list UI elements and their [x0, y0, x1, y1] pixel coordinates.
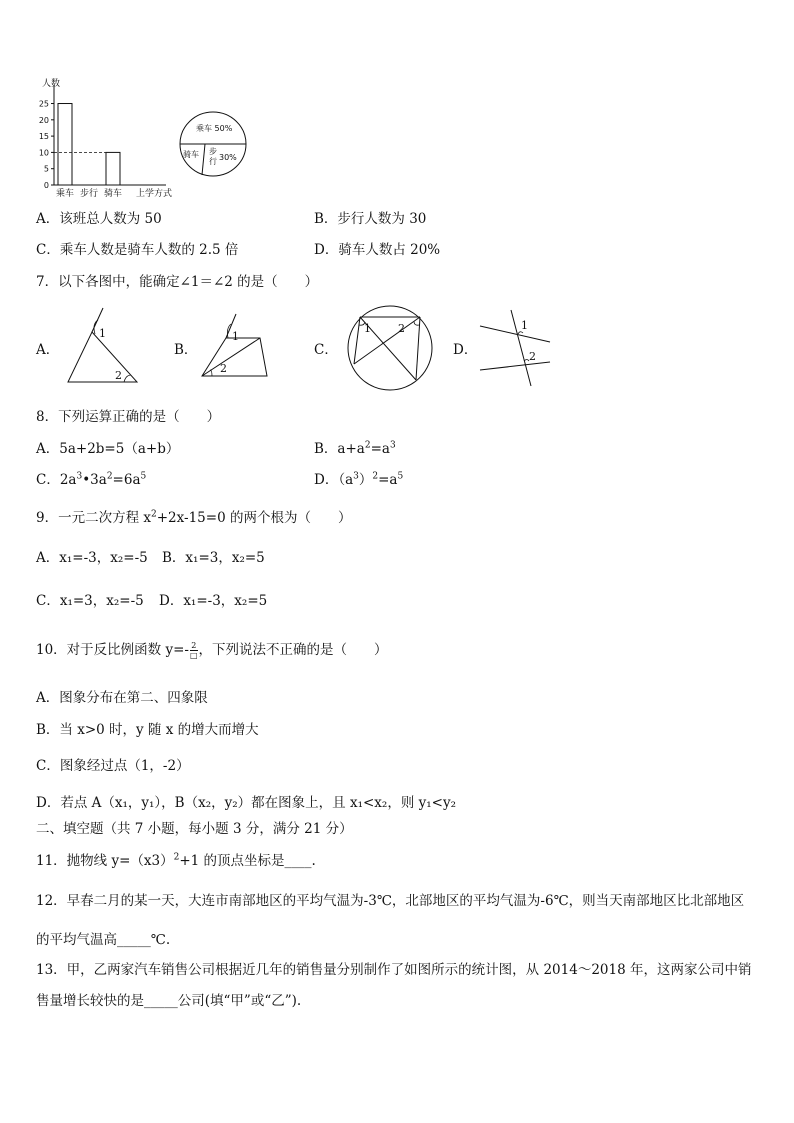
- q7-label-b: B．: [174, 342, 198, 358]
- q8-option-d: D．$(a^3)^2=a^5$: [314, 471, 404, 488]
- svg-text:2: 2: [529, 350, 536, 363]
- q7-label-d: D．: [453, 342, 478, 358]
- section-heading: 二、填空题（共 7 小题，每小题 3 分，满分 21 分）: [36, 821, 353, 837]
- y-tick-label: 10: [38, 148, 49, 158]
- pie-label-walk-pct: 30%: [219, 153, 237, 162]
- q7-figure-a: [62, 302, 142, 388]
- y-tick-label: 5: [43, 164, 49, 174]
- q7-label-c: C．: [314, 342, 338, 358]
- q8-option-b: B．$a+a^2=a^3$: [314, 440, 396, 457]
- q7-stem: 7．以下各图中，能确定∠1＝∠2 的是（ ）: [36, 274, 319, 290]
- svg-text:2: 2: [220, 362, 227, 375]
- q9-option-d: D．x₁=-3，x₂=5: [159, 593, 268, 609]
- y-tick-label: 0: [43, 181, 49, 190]
- q13-line-1: 13．甲，乙两家汽车销售公司根据近几年的销售量分别制作了如图所示的统计图，从 2014～2018 年，这两家公司中销: [36, 962, 752, 978]
- y-tick-label: 20: [38, 115, 49, 125]
- q7-figure-d: [476, 306, 556, 392]
- q6-option-c: C．乘车人数是骑车人数的 2.5 倍: [36, 242, 239, 258]
- q13-line-2: 售量增长较快的是_____公司(填“甲”或“乙”).: [36, 993, 302, 1009]
- svg-text:1: 1: [364, 322, 371, 335]
- x-axis-label: 上学方式: [136, 189, 173, 199]
- pie-chart: [178, 110, 250, 178]
- q8-stem: 8．下列运算正确的是（ ）: [36, 409, 221, 425]
- q12-line-2: 的平均气温高_____℃.: [36, 932, 171, 948]
- q6-option-d: D．骑车人数占 20%: [314, 242, 441, 258]
- pie-label-ride: 乘车 50%: [196, 124, 233, 133]
- x-tick-label: 骑车: [103, 189, 123, 199]
- svg-text:1: 1: [521, 319, 528, 332]
- q7-label-a: A．: [36, 342, 60, 358]
- q7-figure-b: [198, 310, 273, 380]
- q10-stem: 10．对于反比例函数 y=- $\frac{2}{□}$ ，下列说法不正确的是（ ）: [36, 641, 388, 660]
- svg-text:1: 1: [99, 327, 106, 340]
- q6-option-b: B．步行人数为 30: [314, 211, 427, 227]
- q9-option-c: C．x₁=3，x₂=-5: [36, 593, 144, 609]
- y-axis-label: 人数: [42, 79, 61, 89]
- q10-option-b: B．当 x>0 时，y 随 x 的增大而增大: [36, 722, 259, 738]
- bar-chart: [28, 72, 173, 202]
- x-tick-label: 步行: [79, 189, 99, 199]
- q12-line-1: 12．早春二月的某一天，大连市南部地区的平均气温为-3℃，北部地区的平均气温为-6℃，则当天南部地区比北部地区: [36, 893, 745, 909]
- q11-stem: 11．抛物线 $y=(x3)^2+1$ 的顶点坐标是____.: [36, 852, 316, 869]
- svg-text:1: 1: [232, 330, 239, 343]
- y-tick-label: 25: [38, 99, 49, 109]
- svg-text:2: 2: [115, 369, 122, 382]
- q9-option-b: B．x₁=3，x₂=5: [162, 550, 265, 566]
- pie-label-walk-1: 步: [209, 147, 217, 156]
- fraction: $\frac{2}{□}$: [189, 641, 198, 660]
- q10-option-a: A．图象分布在第二、四象限: [36, 690, 208, 706]
- bar: [58, 104, 72, 185]
- x-tick-label: 乘车: [55, 189, 75, 199]
- q6-option-a: A．该班总人数为 50: [36, 211, 162, 227]
- q8-option-a: A．5a+2b=5（a+b）: [36, 441, 180, 457]
- q10-option-d: D．若点 A（x₁，y₁），B（x₂，y₂）都在图象上，且 x₁<x₂，则 y₁<y₂: [36, 795, 456, 811]
- q9-stem: 9．一元二次方程 $x^2+2x-15=0$ 的两个根为（ ）: [36, 509, 352, 526]
- pie-label-bike: 骑车: [183, 150, 199, 159]
- y-tick-label: 15: [38, 132, 49, 142]
- pie-label-walk-2: 行: [209, 157, 217, 166]
- q7-figure-c: [342, 302, 438, 394]
- q9-option-a: A．x₁=-3，x₂=-5: [36, 550, 148, 566]
- q10-option-c: C．图象经过点（1，-2）: [36, 758, 190, 774]
- svg-text:2: 2: [398, 322, 405, 335]
- q8-option-c: C．$2a^3•3a^2=6a^5$: [36, 471, 147, 488]
- bar: [106, 152, 120, 185]
